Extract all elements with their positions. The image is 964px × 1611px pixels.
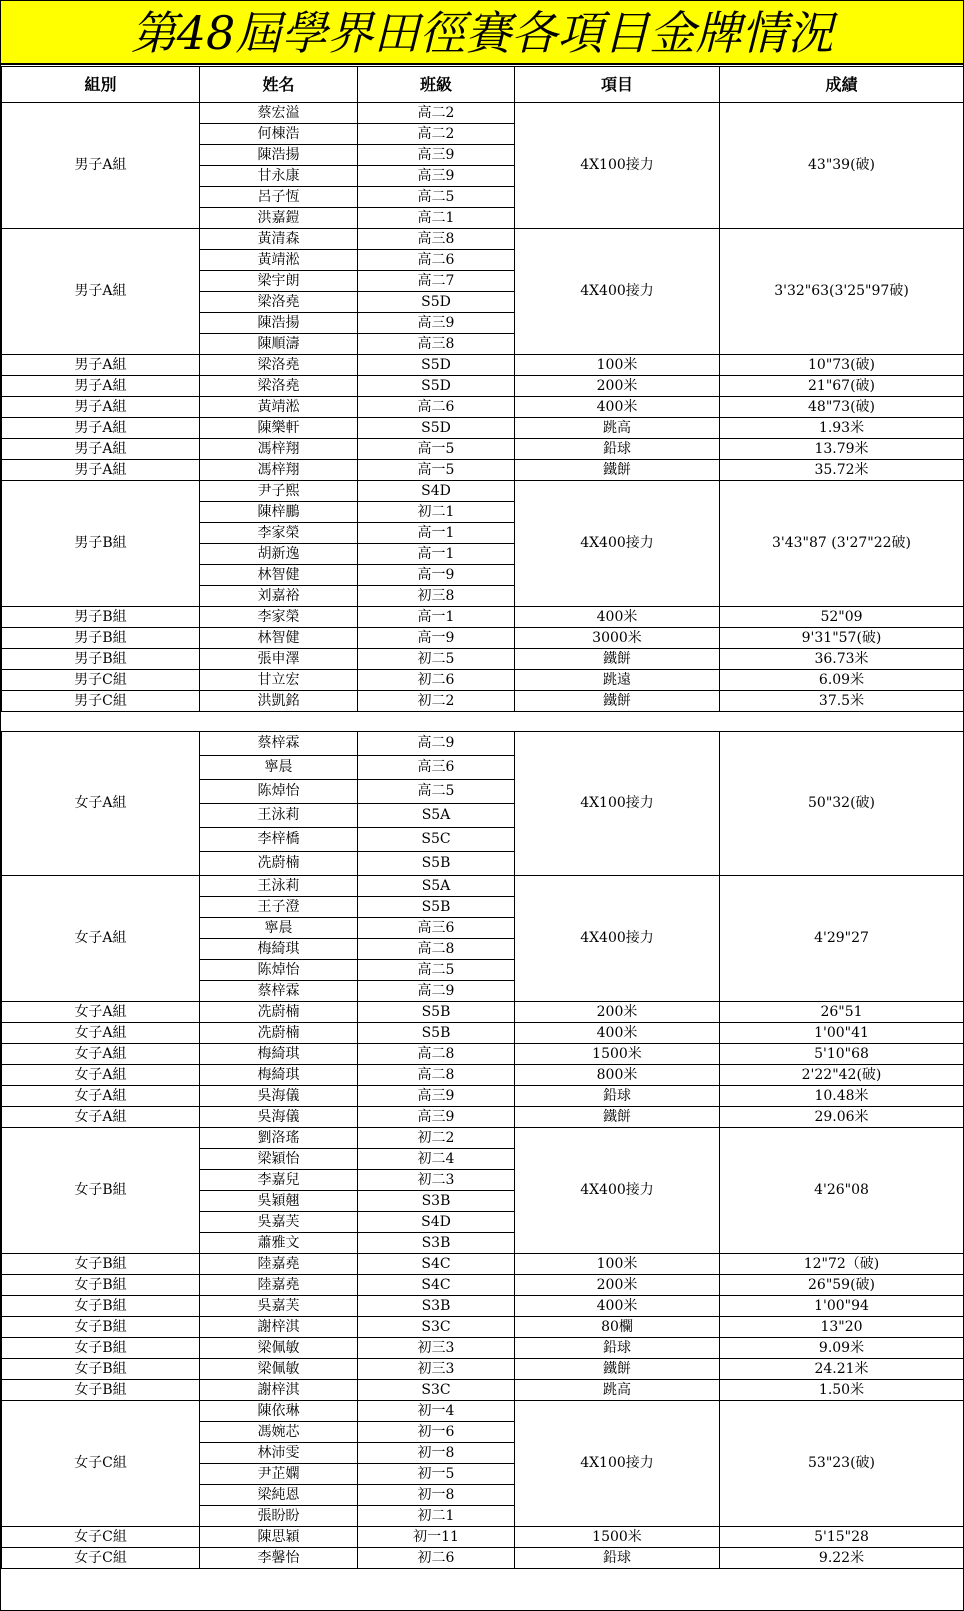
athlete-class: S5D: [358, 418, 515, 439]
event-cell: 鐵餅: [515, 1107, 720, 1128]
athlete-class: 高一1: [358, 523, 515, 544]
athlete-name: 吳海儀: [200, 1086, 358, 1107]
group-cell: 男子A組: [2, 439, 200, 460]
result-cell: 13"20: [720, 1317, 964, 1338]
event-cell: 3000米: [515, 628, 720, 649]
athlete-name: 洪嘉鎧: [200, 208, 358, 229]
athlete-class: 高二9: [358, 732, 515, 756]
header-group: 組別: [2, 67, 200, 103]
athlete-name: 尹子熙: [200, 481, 358, 502]
athlete-name: 梁洛堯: [200, 376, 358, 397]
athlete-name: 張申澤: [200, 649, 358, 670]
event-cell: 4X100接力: [515, 1401, 720, 1527]
group-cell: 男子A組: [2, 397, 200, 418]
result-cell: 10.48米: [720, 1086, 964, 1107]
result-row: [2, 1065, 964, 1086]
relay-member-row: [2, 103, 964, 124]
athlete-class: S5D: [358, 355, 515, 376]
result-cell: 1.50米: [720, 1380, 964, 1401]
result-cell: 10"73(破): [720, 355, 964, 376]
athlete-class: 高三9: [358, 1107, 515, 1128]
athlete-name: 陳樂軒: [200, 418, 358, 439]
athlete-class: 初一11: [358, 1527, 515, 1548]
event-cell: 4X400接力: [515, 876, 720, 1002]
athlete-class: 高三9: [358, 1086, 515, 1107]
athlete-class: S5D: [358, 292, 515, 313]
athlete-class: 高二5: [358, 780, 515, 804]
group-cell: 女子B組: [2, 1338, 200, 1359]
relay-member-row: [2, 481, 964, 502]
event-cell: 200米: [515, 1002, 720, 1023]
athlete-class: 高一1: [358, 544, 515, 565]
result-cell: 21"67(破): [720, 376, 964, 397]
athlete-class: 初三3: [358, 1359, 515, 1380]
event-cell: 400米: [515, 397, 720, 418]
athlete-name: 李梓橋: [200, 828, 358, 852]
athlete-class: S3C: [358, 1317, 515, 1338]
athlete-class: S3C: [358, 1380, 515, 1401]
group-cell: 男子B組: [2, 649, 200, 670]
group-cell: 男子A組: [2, 355, 200, 376]
header-event: 項目: [515, 67, 720, 103]
event-cell: 4X400接力: [515, 1128, 720, 1254]
result-row: [2, 1296, 964, 1317]
event-cell: 100米: [515, 1254, 720, 1275]
athlete-class: 初二4: [358, 1149, 515, 1170]
athlete-name: 林智健: [200, 565, 358, 586]
group-cell: 女子B組: [2, 1317, 200, 1338]
result-row: [2, 418, 964, 439]
result-cell: 52"09: [720, 607, 964, 628]
athlete-class: 高二8: [358, 1065, 515, 1086]
group-cell: 女子B組: [2, 1380, 200, 1401]
athlete-name: 李嘉兒: [200, 1170, 358, 1191]
event-cell: 200米: [515, 376, 720, 397]
athlete-name: 蔡梓霖: [200, 732, 358, 756]
athlete-class: S5B: [358, 897, 515, 918]
athlete-name: 何棟浩: [200, 124, 358, 145]
athlete-class: 初二1: [358, 1506, 515, 1527]
athlete-name: 冼蔚楠: [200, 852, 358, 876]
athlete-name: 吳嘉芙: [200, 1296, 358, 1317]
athlete-class: 高一5: [358, 439, 515, 460]
athlete-class: S5C: [358, 828, 515, 852]
athlete-name: 王子澄: [200, 897, 358, 918]
result-row: [2, 376, 964, 397]
result-cell: 1'00"41: [720, 1023, 964, 1044]
athlete-name: 梁純恩: [200, 1485, 358, 1506]
athlete-name: 吳嘉芙: [200, 1212, 358, 1233]
athlete-class: 高二2: [358, 124, 515, 145]
result-cell: 26"51: [720, 1002, 964, 1023]
result-cell: 5'15"28: [720, 1527, 964, 1548]
event-cell: 鐵餅: [515, 1359, 720, 1380]
header-name: 姓名: [200, 67, 358, 103]
result-cell: 12"72（破): [720, 1254, 964, 1275]
result-row: [2, 1317, 964, 1338]
result-cell: 43"39(破): [720, 103, 964, 229]
result-row: [2, 1086, 964, 1107]
athlete-class: S5B: [358, 852, 515, 876]
athlete-name: 李馨怡: [200, 1548, 358, 1569]
athlete-class: 初二2: [358, 691, 515, 712]
group-cell: 女子B組: [2, 1275, 200, 1296]
result-row: [2, 1527, 964, 1548]
athlete-class: 初一8: [358, 1485, 515, 1506]
result-cell: 9.09米: [720, 1338, 964, 1359]
group-cell: 女子A組: [2, 1065, 200, 1086]
athlete-class: 高三8: [358, 229, 515, 250]
group-cell: 女子B組: [2, 1128, 200, 1254]
relay-member-row: [2, 1128, 964, 1149]
athlete-name: 梁洛堯: [200, 355, 358, 376]
result-row: [2, 1023, 964, 1044]
result-cell: 36.73米: [720, 649, 964, 670]
athlete-class: 高三6: [358, 918, 515, 939]
group-cell: 男子A組: [2, 103, 200, 229]
athlete-class: S5A: [358, 804, 515, 828]
event-cell: 800米: [515, 1065, 720, 1086]
athlete-class: 初二5: [358, 649, 515, 670]
athlete-name: 劉洛瑤: [200, 1128, 358, 1149]
result-cell: 6.09米: [720, 670, 964, 691]
event-cell: 200米: [515, 1275, 720, 1296]
result-cell: 5'10"68: [720, 1044, 964, 1065]
event-cell: 鉛球: [515, 1548, 720, 1569]
group-cell: 女子A組: [2, 1107, 200, 1128]
athlete-class: 初三8: [358, 586, 515, 607]
athlete-class: S4C: [358, 1254, 515, 1275]
result-cell: 2'22"42(破): [720, 1065, 964, 1086]
athlete-name: 吳穎翹: [200, 1191, 358, 1212]
athlete-class: 初一4: [358, 1401, 515, 1422]
title-banner: [1, 1, 963, 65]
event-cell: 80欄: [515, 1317, 720, 1338]
athlete-name: 謝梓淇: [200, 1380, 358, 1401]
athlete-name: 吳海儀: [200, 1107, 358, 1128]
athlete-class: S5A: [358, 876, 515, 897]
result-row: [2, 1380, 964, 1401]
athlete-class: 高二2: [358, 103, 515, 124]
group-cell: 男子B組: [2, 481, 200, 607]
result-cell: 24.21米: [720, 1359, 964, 1380]
athlete-name: 蔡梓霖: [200, 981, 358, 1002]
group-cell: 女子C組: [2, 1527, 200, 1548]
group-cell: 男子C組: [2, 670, 200, 691]
header-row: [2, 67, 964, 103]
athlete-name: 王泳莉: [200, 804, 358, 828]
athlete-name: 陈焯怡: [200, 780, 358, 804]
relay-member-row: [2, 1401, 964, 1422]
event-cell: 跳高: [515, 418, 720, 439]
athlete-name: 梁洛堯: [200, 292, 358, 313]
athlete-class: S5B: [358, 1023, 515, 1044]
athlete-class: S4D: [358, 481, 515, 502]
athlete-name: 陳浩揚: [200, 145, 358, 166]
result-cell: 50"32(破): [720, 732, 964, 876]
result-row: [2, 649, 964, 670]
athlete-class: 高一9: [358, 628, 515, 649]
athlete-name: 胡新逸: [200, 544, 358, 565]
athlete-name: 呂子恆: [200, 187, 358, 208]
event-cell: 跳高: [515, 1380, 720, 1401]
athlete-name: 陸嘉堯: [200, 1254, 358, 1275]
result-row: [2, 691, 964, 712]
group-cell: 女子B組: [2, 1359, 200, 1380]
result-cell: 1.93米: [720, 418, 964, 439]
athlete-name: 洪凱銘: [200, 691, 358, 712]
athlete-name: 馮梓翔: [200, 460, 358, 481]
event-cell: 鉛球: [515, 1338, 720, 1359]
group-cell: 女子B組: [2, 1254, 200, 1275]
athlete-class: 高二6: [358, 397, 515, 418]
athlete-name: 寧晨: [200, 918, 358, 939]
event-cell: 4X400接力: [515, 481, 720, 607]
athlete-name: 陳思穎: [200, 1527, 358, 1548]
athlete-class: 初二1: [358, 502, 515, 523]
result-row: [2, 355, 964, 376]
group-cell: 男子C組: [2, 691, 200, 712]
athlete-class: S4C: [358, 1275, 515, 1296]
athlete-class: S4D: [358, 1212, 515, 1233]
athlete-class: S5B: [358, 1002, 515, 1023]
athlete-name: 陳梓鵬: [200, 502, 358, 523]
athlete-name: 張盼盼: [200, 1506, 358, 1527]
result-cell: 53"23(破): [720, 1401, 964, 1527]
athlete-class: 高三9: [358, 313, 515, 334]
athlete-name: 梁佩敏: [200, 1359, 358, 1380]
header-result: 成績: [720, 67, 964, 103]
result-row: [2, 607, 964, 628]
athlete-name: 謝梓淇: [200, 1317, 358, 1338]
athlete-name: 甘永康: [200, 166, 358, 187]
athlete-class: 高二5: [358, 187, 515, 208]
athlete-name: 李家榮: [200, 607, 358, 628]
group-cell: 男子B組: [2, 607, 200, 628]
event-cell: 跳遠: [515, 670, 720, 691]
result-cell: 35.72米: [720, 460, 964, 481]
athlete-class: 高二8: [358, 939, 515, 960]
athlete-name: 刘嘉裕: [200, 586, 358, 607]
athlete-class: S3B: [358, 1296, 515, 1317]
athlete-class: S5D: [358, 376, 515, 397]
group-cell: 男子A組: [2, 229, 200, 355]
result-cell: 9'31"57(破): [720, 628, 964, 649]
result-row: [2, 439, 964, 460]
athlete-name: 梁佩敏: [200, 1338, 358, 1359]
event-cell: 4X100接力: [515, 103, 720, 229]
header-class: 班級: [358, 67, 515, 103]
athlete-name: 馮梓翔: [200, 439, 358, 460]
athlete-class: 高一1: [358, 607, 515, 628]
results-body: [2, 103, 964, 1569]
athlete-name: 寧晨: [200, 756, 358, 780]
group-cell: 男子B組: [2, 628, 200, 649]
event-cell: 鉛球: [515, 439, 720, 460]
athlete-class: 高三9: [358, 145, 515, 166]
athlete-class: 高一5: [358, 460, 515, 481]
group-cell: 女子C組: [2, 1548, 200, 1569]
athlete-name: 冼蔚楠: [200, 1023, 358, 1044]
athlete-name: 梁宇朗: [200, 271, 358, 292]
athlete-class: 高二6: [358, 250, 515, 271]
athlete-class: 高一9: [358, 565, 515, 586]
event-cell: 4X100接力: [515, 732, 720, 876]
result-row: [2, 1107, 964, 1128]
result-row: [2, 1359, 964, 1380]
result-row: [2, 1548, 964, 1569]
athlete-class: 高二7: [358, 271, 515, 292]
group-cell: 女子B組: [2, 1296, 200, 1317]
result-cell: 3'32"63(3'25"97破): [720, 229, 964, 355]
athlete-class: 高三8: [358, 334, 515, 355]
relay-member-row: [2, 229, 964, 250]
result-row: [2, 397, 964, 418]
result-row: [2, 1275, 964, 1296]
page-title: 第48屆學界田徑賽各項目金牌情況: [130, 6, 834, 60]
event-cell: 鐵餅: [515, 460, 720, 481]
group-cell: 女子A組: [2, 1023, 200, 1044]
group-cell: 女子C組: [2, 1401, 200, 1527]
athlete-class: 初二6: [358, 1548, 515, 1569]
event-cell: 鐵餅: [515, 649, 720, 670]
athlete-name: 王泳莉: [200, 876, 358, 897]
athlete-name: 李家榮: [200, 523, 358, 544]
athlete-name: 梁穎怡: [200, 1149, 358, 1170]
group-cell: 女子A組: [2, 1002, 200, 1023]
athlete-name: 冼蔚楠: [200, 1002, 358, 1023]
event-cell: 1500米: [515, 1044, 720, 1065]
athlete-name: 黃靖淞: [200, 397, 358, 418]
event-cell: 100米: [515, 355, 720, 376]
result-cell: 29.06米: [720, 1107, 964, 1128]
athlete-name: 梅綺琪: [200, 1044, 358, 1065]
group-cell: 女子A組: [2, 1044, 200, 1065]
group-cell: 女子A組: [2, 1086, 200, 1107]
athlete-name: 陸嘉堯: [200, 1275, 358, 1296]
athlete-name: 蕭雅文: [200, 1233, 358, 1254]
athlete-class: 初二6: [358, 670, 515, 691]
result-row: [2, 460, 964, 481]
athlete-name: 尹芷嫻: [200, 1464, 358, 1485]
athlete-class: S3B: [358, 1233, 515, 1254]
result-cell: 3'43"87 (3'27"22破): [720, 481, 964, 607]
athlete-class: 高二8: [358, 1044, 515, 1065]
athlete-class: 初一8: [358, 1443, 515, 1464]
athlete-class: 高二9: [358, 981, 515, 1002]
athlete-name: 陳順濤: [200, 334, 358, 355]
results-table: [1, 66, 964, 1569]
result-cell: 48"73(破): [720, 397, 964, 418]
group-cell: 女子A組: [2, 732, 200, 876]
group-cell: 女子A組: [2, 876, 200, 1002]
result-cell: 1'00"94: [720, 1296, 964, 1317]
athlete-name: 陳依琳: [200, 1401, 358, 1422]
event-cell: 1500米: [515, 1527, 720, 1548]
result-cell: 9.22米: [720, 1548, 964, 1569]
athlete-name: 林智健: [200, 628, 358, 649]
result-row: [2, 670, 964, 691]
athlete-name: 黃靖淞: [200, 250, 358, 271]
athlete-class: 高三9: [358, 166, 515, 187]
result-row: [2, 1254, 964, 1275]
result-cell: 37.5米: [720, 691, 964, 712]
athlete-name: 林沛雯: [200, 1443, 358, 1464]
result-cell: 4'29"27: [720, 876, 964, 1002]
athlete-name: 馮婉芯: [200, 1422, 358, 1443]
athlete-class: 高二5: [358, 960, 515, 981]
athlete-name: 梅綺琪: [200, 939, 358, 960]
group-cell: 男子A組: [2, 418, 200, 439]
result-cell: 26"59(破): [720, 1275, 964, 1296]
result-row: [2, 1044, 964, 1065]
event-cell: 4X400接力: [515, 229, 720, 355]
event-cell: 鐵餅: [515, 691, 720, 712]
athlete-class: 初一5: [358, 1464, 515, 1485]
athlete-name: 陳浩揚: [200, 313, 358, 334]
result-row: [2, 1002, 964, 1023]
event-cell: 400米: [515, 1296, 720, 1317]
athlete-name: 黃清森: [200, 229, 358, 250]
athlete-class: 初二3: [358, 1170, 515, 1191]
athlete-class: 初三3: [358, 1338, 515, 1359]
athlete-class: 初一6: [358, 1422, 515, 1443]
group-cell: 男子A組: [2, 460, 200, 481]
athlete-name: 陈焯怡: [200, 960, 358, 981]
event-cell: 鉛球: [515, 1086, 720, 1107]
result-cell: 4'26"08: [720, 1128, 964, 1254]
relay-member-row: [2, 732, 964, 756]
group-cell: 男子A組: [2, 376, 200, 397]
athlete-class: 高三6: [358, 756, 515, 780]
athlete-class: 初二2: [358, 1128, 515, 1149]
event-cell: 400米: [515, 1023, 720, 1044]
result-row: [2, 628, 964, 649]
athlete-name: 蔡宏溢: [200, 103, 358, 124]
result-cell: 13.79米: [720, 439, 964, 460]
athlete-name: 梅綺琪: [200, 1065, 358, 1086]
event-cell: 400米: [515, 607, 720, 628]
athlete-name: 甘立宏: [200, 670, 358, 691]
separator-cell: [2, 712, 964, 732]
relay-member-row: [2, 876, 964, 897]
section-separator: [2, 712, 964, 732]
athlete-class: 高二1: [358, 208, 515, 229]
result-row: [2, 1338, 964, 1359]
athlete-class: S3B: [358, 1191, 515, 1212]
